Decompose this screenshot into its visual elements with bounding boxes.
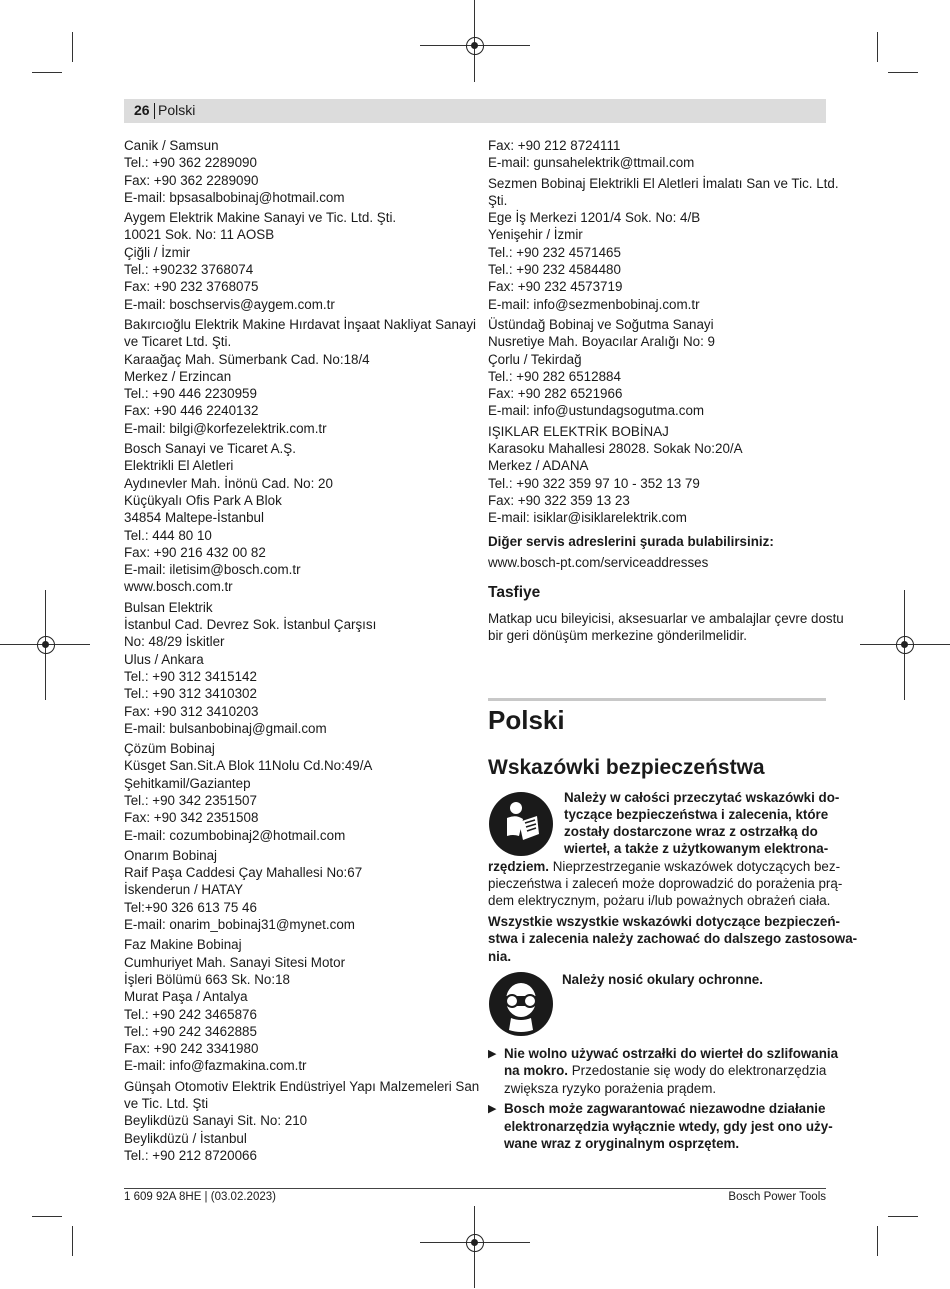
address-line: Şehitkamil/Gaziantep: [124, 775, 251, 791]
registration-mark-icon: [466, 37, 484, 55]
address-line: Üstündağ Bobinaj ve Soğutma Sanayi: [488, 316, 714, 332]
address-line: Bulsan Elektrik: [124, 599, 213, 615]
address-line: Küçükyalı Ofis Park A Blok: [124, 492, 282, 508]
address-block: [124, 936, 464, 1074]
bullet2-bold-line: elektronarzędzia wyłącznie wtedy, gdy jest ono uży-: [504, 1119, 833, 1134]
address-line: Murat Paşa / Antalya: [124, 989, 248, 1005]
crop-mark: [72, 1226, 73, 1256]
address-line: 10021 Sok. No: 11 AOSB: [124, 227, 275, 243]
read-warning-line: tyczące bezpieczeństwa i zalecenia, które: [564, 807, 829, 822]
address-line: E-mail: boschservis@aygem.com.tr: [124, 296, 335, 312]
section-title: Polski: [488, 705, 565, 735]
address-line: E-mail: cozumbobinaj2@hotmail.com: [124, 827, 346, 843]
bullet1-bold-line: Nie wolno używać ostrzałki do wierteł do szlifowania: [504, 1046, 839, 1061]
address-line: www.bosch.com.tr: [124, 579, 233, 595]
address-line: Canik / Samsun: [124, 138, 219, 153]
crop-mark: [888, 1216, 918, 1217]
bullet2-bold-line: wane wraz z oryginalnym osprzętem.: [504, 1136, 740, 1151]
address-block: [488, 316, 826, 420]
address-line: Tel.: +90 446 2230959: [124, 386, 257, 402]
address-line: 34854 Maltepe-İstanbul: [124, 510, 264, 526]
address-line: No: 48/29 İskitler: [124, 634, 225, 650]
address-line: Günşah Otomotiv Elektrik Endüstriyel Yapı Malzemeleri San: [124, 1078, 480, 1094]
keep-instructions-line: nia.: [488, 949, 512, 964]
address-line: Cumhuriyet Mah. Sanayi Sitesi Motor: [124, 954, 346, 970]
keep-instructions-line: Wszystkie wszystkie wskazówki dotyczące bezpieczeń-: [488, 914, 841, 929]
address-line: Beylikdüzü Sanayi Sit. No: 210: [124, 1113, 308, 1129]
address-line: Fax: +90 446 2240132: [124, 403, 259, 419]
address-line: Tel.: +90 232 4571465: [488, 244, 621, 260]
address-line: Sezmen Bobinaj Elektrikli El Aletleri İmalatı San ve Tic. Ltd.: [488, 175, 839, 191]
address-block: [124, 740, 464, 844]
goggles-warning: Należy nosić okulary ochronne.: [562, 972, 763, 987]
address-line: Şti.: [488, 192, 508, 208]
address-line: E-mail: bpsasalbobinaj@hotmail.com: [124, 189, 345, 205]
address-line: Tel.: +90 242 3462885: [124, 1023, 257, 1039]
address-line: Çorlu / Tekirdağ: [488, 351, 582, 367]
address-line: Tel.: +90 242 3465876: [124, 1006, 257, 1022]
address-line: E-mail: info@fazmakina.com.tr: [124, 1058, 307, 1074]
address-line: Fax: +90 232 4573719: [488, 279, 623, 295]
read-warning-line: dem elektrycznym, pożaru i/lub poważnych obrażeń ciała.: [488, 893, 831, 908]
address-line: Tel.: +90 342 2351507: [124, 792, 257, 808]
keep-instructions-line: stwa i zalecenia należy zachować do dalszego zastosowa-: [488, 931, 858, 946]
bullet1-mixed-line: [504, 1062, 826, 1079]
address-line: E-mail: gunsahelektrik@ttmail.com: [488, 155, 695, 171]
registration-mark-icon: [466, 1234, 484, 1252]
address-line: Karasoku Mahallesi 28028. Sokak No:20/A: [488, 441, 743, 457]
address-line: IŞIKLAR ELEKTRİK BOBİNAJ: [488, 423, 669, 439]
read-warning-normal: Nieprzestrzeganie wskazówek dotyczących bez-: [549, 859, 841, 874]
page-header: [124, 99, 826, 123]
address-line: Nusretiye Mah. Boyacılar Aralığı No: 9: [488, 334, 715, 350]
registration-mark-icon: [37, 636, 55, 654]
footer-brand: Bosch Power Tools: [728, 1191, 826, 1203]
registration-mark-icon: [896, 636, 914, 654]
page-number: 26: [134, 102, 150, 118]
address-line: E-mail: isiklar@isiklarelektrik.com: [488, 510, 687, 526]
address-line: Elektrikli El Aletleri: [124, 458, 234, 474]
address-line: ve Tic. Ltd. Şti: [124, 1096, 209, 1112]
address-line: Karaağaç Mah. Sümerbank Cad. No:18/4: [124, 351, 370, 367]
address-line: E-mail: info@sezmenbobinaj.com.tr: [488, 296, 700, 312]
address-block: [124, 316, 477, 437]
header-separator: [154, 103, 155, 119]
address-line: Beylikdüzü / İstanbul: [124, 1130, 247, 1146]
address-line: İşleri Bölümü 663 Sk. No:18: [124, 971, 290, 987]
address-line: Çözüm Bobinaj: [124, 741, 215, 757]
address-line: Tel.: +90 312 3410302: [124, 686, 257, 702]
read-warning-mixed-line: [488, 858, 840, 875]
address-line: Fax: +90 312 3410203: [124, 703, 259, 719]
crop-mark: [877, 1226, 878, 1256]
crop-mark: [877, 32, 878, 62]
address-line: Çiğli / İzmir: [124, 244, 191, 260]
address-block: [488, 175, 839, 313]
section-subtitle: Wskazówki bezpieczeństwa: [488, 756, 765, 779]
read-warning-line: zostały dostarczone wraz z ostrzałką do: [564, 824, 818, 839]
address-line: ve Ticaret Ltd. Şti.: [124, 334, 232, 350]
footer-rule: [124, 1188, 826, 1189]
safety-goggles-icon: [489, 972, 553, 1036]
address-line: Merkez / Erzincan: [124, 368, 232, 384]
address-block: [124, 1078, 480, 1164]
address-line: Tel.: +90 322 359 97 10 - 352 13 79: [488, 475, 700, 491]
address-line: Fax: +90 216 432 00 82: [124, 544, 266, 560]
address-line: Bosch Sanayi ve Ticaret A.Ş.: [124, 441, 296, 457]
left-column-addresses: [124, 137, 480, 1167]
read-warning-line: Należy w całości przeczytać wskazówki do-: [564, 790, 840, 805]
address-line: Fax: +90 232 3768075: [124, 279, 259, 295]
bullet1-normal: Przedostanie się wody do elektronarzędzia: [568, 1063, 827, 1078]
address-line: Fax: +90 362 2289090: [124, 172, 259, 188]
address-line: Tel.: +90 232 4584480: [488, 262, 621, 278]
address-line: Merkez / ADANA: [488, 458, 589, 474]
address-line: Tel.: +90232 3768074: [124, 262, 254, 278]
read-warning-line: pieczeństwa i zaleceń może doprowadzić do porażenia prą-: [488, 876, 843, 891]
section-heading-tasfiye: Tasfiye: [488, 584, 541, 601]
tasfiye-line: bir geri dönüşüm merkezine gönderilmelidir.: [488, 628, 748, 643]
crop-mark: [32, 1216, 62, 1217]
address-line: Fax: +90 282 6521966: [488, 386, 623, 402]
address-line: Tel.: +90 212 8720066: [124, 1147, 257, 1163]
address-line: Onarım Bobinaj: [124, 847, 218, 863]
address-line: E-mail: iletisim@bosch.com.tr: [124, 562, 301, 578]
address-line: İskenderun / HATAY: [124, 882, 244, 898]
address-line: Aygem Elektrik Makine Sanayi ve Tic. Ltd. Şti.: [124, 210, 397, 226]
address-line: Fax: +90 342 2351508: [124, 810, 259, 826]
address-line: Tel.: +90 282 6512884: [488, 368, 621, 384]
header-language: Polski: [158, 102, 196, 118]
other-service-heading: Diğer servis adreslerini şurada bulabilirsiniz:: [488, 534, 774, 549]
tasfiye-line: Matkap ucu bileyicisi, aksesuarlar ve ambalajlar çevre dostu: [488, 611, 844, 626]
bullet1-normal-line: zwiększa ryzyko porażenia prądem.: [504, 1081, 717, 1096]
address-block: [488, 423, 826, 527]
crop-mark: [32, 72, 62, 73]
address-line: E-mail: bilgi@korfezelektrik.com.tr: [124, 420, 327, 436]
read-warning-bold: rzędziem.: [488, 859, 550, 874]
address-line: Raif Paşa Caddesi Çay Mahallesi No:67: [124, 865, 363, 881]
address-line: Bakırcıoğlu Elektrik Makine Hırdavat İnşaat Nakliyat Sanayi: [124, 316, 477, 332]
address-line: E-mail: onarim_bobinaj31@mynet.com: [124, 917, 355, 933]
address-line: Fax: +90 322 359 13 23: [488, 492, 630, 508]
address-line: Tel.: +90 362 2289090: [124, 155, 257, 171]
bullet2-bold-line: Bosch może zagwarantować niezawodne działanie: [504, 1101, 826, 1116]
address-line: Küsget San.Sit.A Blok 11Nolu Cd.No:49/A: [124, 758, 373, 774]
address-line: Tel:+90 326 613 75 46: [124, 899, 257, 915]
bullet1-bold: na mokro.: [504, 1063, 568, 1078]
service-url: www.bosch-pt.com/serviceaddresses: [488, 555, 709, 570]
address-block: [124, 137, 464, 206]
address-line: E-mail: bulsanbobinaj@gmail.com: [124, 720, 327, 736]
address-line: Fax: +90 212 8724111: [488, 138, 621, 153]
address-line: Tel.: +90 312 3415142: [124, 668, 257, 684]
read-manual-icon: [489, 792, 553, 856]
crop-mark: [72, 32, 73, 62]
address-line: Yenişehir / İzmir: [488, 227, 583, 243]
address-block: [124, 847, 464, 933]
address-line: E-mail: info@ustundagsogutma.com: [488, 403, 705, 419]
address-line: Tel.: 444 80 10: [124, 527, 212, 543]
section-divider: [488, 698, 826, 701]
crop-mark: [888, 72, 918, 73]
address-line: Ege İş Merkezi 1201/4 Sok. No: 4/B: [488, 210, 701, 226]
address-line: Fax: +90 242 3341980: [124, 1041, 259, 1057]
address-line: Ulus / Ankara: [124, 651, 204, 667]
address-line: Faz Makine Bobinaj: [124, 937, 242, 953]
address-block: [124, 440, 464, 596]
bullet-arrow-icon: ▶: [488, 1103, 497, 1115]
right-column-addresses: [488, 137, 839, 530]
address-block: [124, 599, 464, 737]
address-line: Aydınevler Mah. İnönü Cad. No: 20: [124, 475, 333, 491]
bullet-arrow-icon: ▶: [488, 1048, 497, 1060]
read-warning-line: wierteł, a także z użytkowanym elektrona-: [564, 841, 829, 856]
footer-doc-id: 1 609 92A 8HE | (03.02.2023): [124, 1191, 276, 1203]
address-block: [488, 137, 826, 172]
address-line: İstanbul Cad. Devrez Sok. İstanbul Çarşısı: [124, 617, 377, 633]
address-block: [124, 209, 464, 313]
